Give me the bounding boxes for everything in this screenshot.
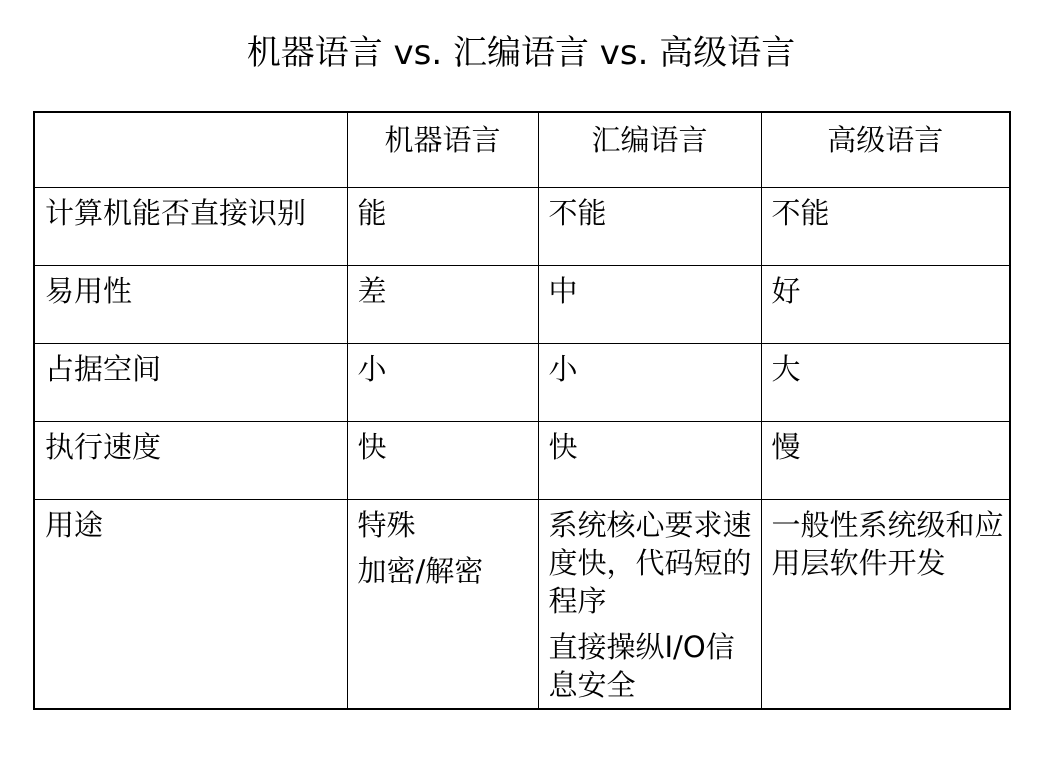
- cell-text: 小: [548, 352, 578, 386]
- cell-text: 不能: [548, 196, 607, 230]
- cell-text: 不能: [771, 196, 830, 230]
- cell-text: 特殊: [357, 508, 416, 542]
- table-cell: [347, 188, 538, 266]
- cell-text: 能: [357, 196, 387, 230]
- table-cell: [761, 266, 1010, 344]
- cell-text: 一般性系统级和应用层软件开发: [771, 508, 1004, 580]
- table-cell: [761, 344, 1010, 422]
- table-row: [34, 500, 1010, 710]
- cell-text: 大: [771, 352, 801, 386]
- table-row: [34, 188, 1010, 266]
- table-cell: [347, 422, 538, 500]
- table-row: [34, 344, 1010, 422]
- comparison-table: [33, 111, 1011, 710]
- table-cell: [538, 422, 761, 500]
- table-cell: [538, 266, 761, 344]
- table-cell: [761, 500, 1010, 710]
- table-cell: [538, 188, 761, 266]
- table-cell: [538, 344, 761, 422]
- header-corner-cell: [34, 112, 347, 188]
- row-label-usage: 用途: [34, 500, 347, 710]
- cell-text: 直接操纵I/O信息安全: [548, 630, 735, 702]
- cell-text: 差: [357, 274, 387, 308]
- table-row: [34, 266, 1010, 344]
- row-label-direct-recognition: 计算机能否直接识别: [34, 188, 347, 266]
- cell-text: 快: [357, 430, 387, 464]
- cell-text: 慢: [771, 430, 801, 464]
- cell-text: 系统核心要求速度快，代码短的程序: [548, 508, 752, 618]
- cell-text: 加密/解密: [357, 554, 484, 588]
- table-cell: [347, 266, 538, 344]
- slide-title: 机器语言 vs. 汇编语言 vs. 高级语言: [246, 33, 796, 73]
- cell-text: 快: [548, 430, 578, 464]
- header-assembly-language: 汇编语言: [538, 112, 761, 188]
- table-cell: [761, 422, 1010, 500]
- table-cell: [347, 500, 538, 710]
- table-row: [34, 422, 1010, 500]
- cell-text: 中: [548, 274, 578, 308]
- table-header-row: [34, 112, 1010, 188]
- cell-text: 好: [771, 274, 801, 308]
- table-cell: [538, 500, 761, 710]
- header-machine-language: 机器语言: [347, 112, 538, 188]
- table-cell: [761, 188, 1010, 266]
- row-label-space-usage: 占据空间: [34, 344, 347, 422]
- table-cell: [347, 344, 538, 422]
- row-label-execution-speed: 执行速度: [34, 422, 347, 500]
- header-high-level-language: 高级语言: [761, 112, 1010, 188]
- cell-text: 小: [357, 352, 387, 386]
- row-label-ease-of-use: 易用性: [34, 266, 347, 344]
